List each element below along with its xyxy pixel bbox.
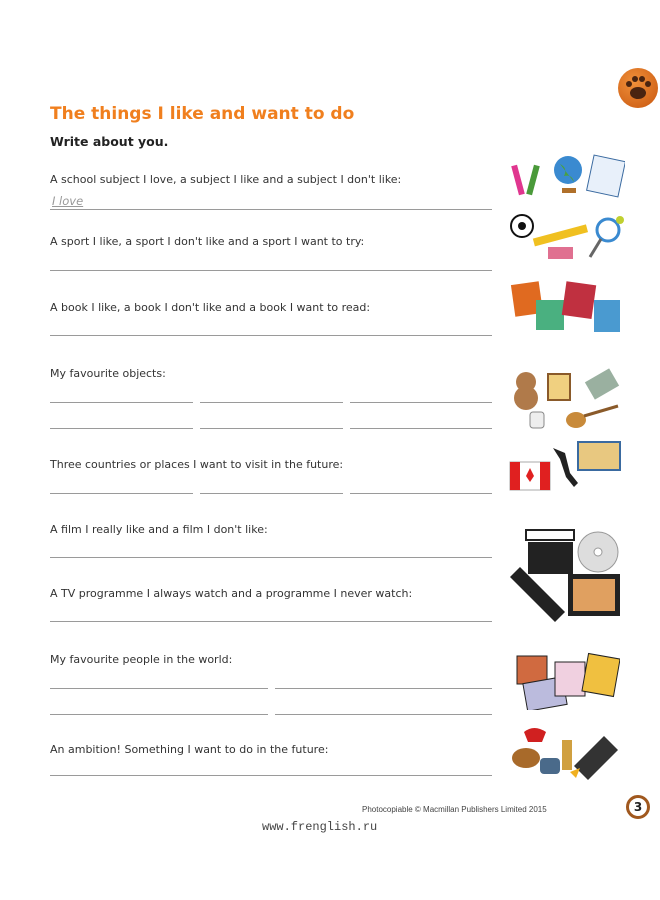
question-prompt: Three countries or places I want to visit in the future: — [50, 458, 344, 471]
answer-line[interactable] — [50, 209, 492, 210]
film-tv-illustration — [508, 522, 626, 624]
answer-line[interactable] — [50, 688, 268, 689]
instruction: Write about you. — [50, 134, 169, 149]
ambition-illustration — [510, 722, 622, 780]
answer-line[interactable] — [50, 621, 492, 622]
answer-line[interactable] — [50, 270, 492, 271]
sports-illustration — [508, 212, 628, 264]
watermark: www.frenglish.ru — [262, 820, 378, 834]
answer-line[interactable] — [200, 493, 343, 494]
people-illustration — [515, 652, 620, 710]
question-prompt: A TV programme I always watch and a programme I never watch: — [50, 587, 413, 600]
books-illustration — [508, 278, 626, 338]
question-prompt: A school subject I love, a subject I like and a subject I don't like: — [50, 173, 402, 186]
answer-line[interactable] — [50, 402, 193, 403]
answer-line[interactable] — [200, 402, 343, 403]
answer-line[interactable] — [200, 428, 343, 429]
question-prompt: A film I really like and a film I don't like: — [50, 523, 268, 536]
question-prompt: My favourite objects: — [50, 367, 166, 380]
answer-line[interactable] — [350, 428, 492, 429]
countries-illustration — [508, 438, 624, 496]
question-prompt: A book I like, a book I don't like and a book I want to read: — [50, 301, 371, 314]
answer-line[interactable] — [350, 402, 492, 403]
page-title: The things I like and want to do — [50, 104, 355, 124]
page-number: 3 — [626, 795, 650, 819]
answer-text[interactable]: I love — [52, 194, 84, 208]
copyright-notice: Photocopiable © Macmillan Publishers Limited 2015 — [362, 805, 547, 814]
question-prompt: A sport I like, a sport I don't like and a sport I want to try: — [50, 235, 365, 248]
answer-line[interactable] — [50, 493, 193, 494]
answer-line[interactable] — [50, 714, 268, 715]
answer-line[interactable] — [50, 335, 492, 336]
objects-illustration — [508, 368, 626, 430]
answer-line[interactable] — [275, 688, 492, 689]
school-subjects-illustration — [510, 150, 625, 200]
answer-line[interactable] — [350, 493, 492, 494]
answer-line[interactable] — [275, 714, 492, 715]
paw-icon — [618, 68, 658, 108]
question-prompt: My favourite people in the world: — [50, 653, 233, 666]
answer-line[interactable] — [50, 557, 492, 558]
question-prompt: An ambition! Something I want to do in the future: — [50, 743, 329, 756]
answer-line[interactable] — [50, 775, 492, 776]
answer-line[interactable] — [50, 428, 193, 429]
